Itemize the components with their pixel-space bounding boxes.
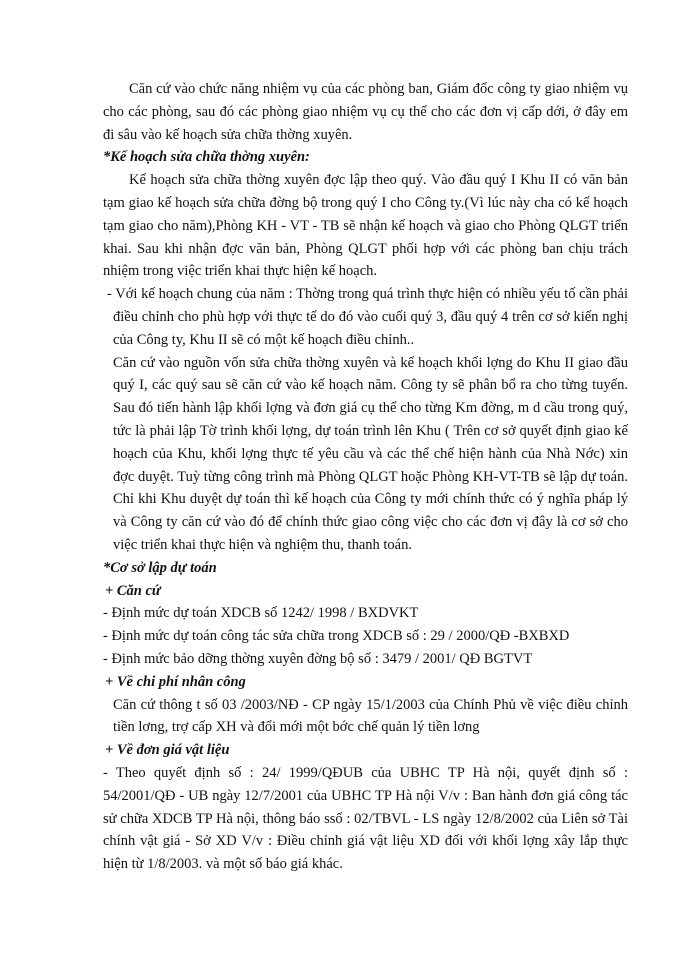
subheading-labor-cost: + Về chi phí nhân công (105, 673, 246, 690)
list-item: - Định mức dự toán XDCB số 1242/ 1998 / BXDVKT (103, 605, 419, 622)
heading-maintenance-plan: *Kế hoạch sửa chữa thờng xuyên: (103, 149, 310, 166)
list-item: - Định mức dự toán công tác sửa chữa trong XDCB số : 29 / 2000/QĐ -BXBXD (103, 628, 570, 645)
paragraph-material-price: - Theo quyết định số : 24/ 1999/QĐUB của UBHC TP Hà nội, quyết định số : 54/2001/QĐ - UB ngày 12/7/2001 của UBHC TP Hà nội V/v : Ban hành đơn giá công tác sử chữa XDCB TP Hà nội, thông báo ssố : 02/TBVL - LS ngày 12/8/2002 của Liên sở Tài chính vật giá - Sở XD V/v : Điều chỉnh giá vật liệu XD đối với khối lợng xây lắp thực hiện từ 1/8/2003. và một số báo giá khác. (103, 764, 628, 873)
paragraph-intro: Căn cứ vào chức năng nhiệm vụ của các phòng ban, Giám đốc công ty giao nhiệm vụ cho các phòng, sau đó các phòng giao nhiệm vụ cụ thể cho các đơn vị cấp dới, ở đây em đi sâu vào kế hoạch sửa chữa thờng xuyên. (103, 81, 628, 143)
subheading-basis: + Căn cứ (105, 582, 161, 599)
paragraph-quarterly-plan: Kế hoạch sửa chữa thờng xuyên đợc lập theo quý. Vào đầu quý I Khu II có văn bản tạm giao kế hoạch sửa chữa đờng bộ trong quý I cho Công ty.(Vì lúc này cha có kế hoạch tạm giao cho năm),Phòng KH - VT - TB sẽ nhận kế hoạch và giao cho Phòng QLGT triển khai. Sau khi nhận đợc văn bản, Phòng QLGT phối hợp với các phòng ban chịu trách nhiệm trong việc triển khai thực hiện kế hoạch. (103, 172, 628, 280)
subheading-material-price: + Về đơn giá vật liệu (105, 742, 230, 759)
paragraph-annual-plan: - Với kế hoạch chung của năm : Thờng trong quá trình thực hiện có nhiều yếu tố cần phải điều chỉnh cho phù hợp với thực tế do đó vào cuối quý 3, đầu quý 4 trên cơ sở kiến nghị của Công ty, Khu II sẽ có một kế hoạch điều chỉnh.. (107, 286, 628, 348)
list-item: - Định mức bảo dỡng thờng xuyên đờng bộ số : 3479 / 2001/ QĐ BGTVT (103, 650, 533, 667)
paragraph-funding: Căn cứ vào nguồn vốn sửa chữa thờng xuyên và kế hoạch khối lợng do Khu II giao đầu quý I, các quý sau sẽ căn cứ vào kế hoạch năm. Công ty sẽ phân bổ ra cho từng tuyến. Sau đó tiến hành lập khối lợng và đơn giá cụ thể cho từng Km đờng, m d cầu trong quý, tức là phải lập Tờ trình khối lợng, dự toán trình lên Khu ( Trên cơ sở quyết định giao kế hoạch của Khu, khối lợng thực tế yêu cầu và các thể chế hiện hành của Nhà Nớc) xin đợc duyệt. Tuỳ từng công trình mà Phòng QLGT hoặc Phòng KH-VT-TB sẽ lập dự toán. Chỉ khi Khu duyệt dự toán thì kế hoạch của Công ty mới chính thức có ý nghĩa pháp lý và Công ty căn cứ vào đó để chính thức giao công việc cho các đơn vị đây là cơ sở cho việc triển khai thực hiện và nghiệm thu, thanh toán. (113, 354, 628, 553)
paragraph-labor-cost: Căn cứ thông t số 03 /2003/NĐ - CP ngày 15/1/2003 của Chính Phủ về việc điều chỉnh tiền lơng, trợ cấp XH và đổi mới một bớc chế quản lý tiền lơng (113, 696, 628, 736)
heading-estimate-basis: *Cơ sở lập dự toán (103, 559, 217, 576)
